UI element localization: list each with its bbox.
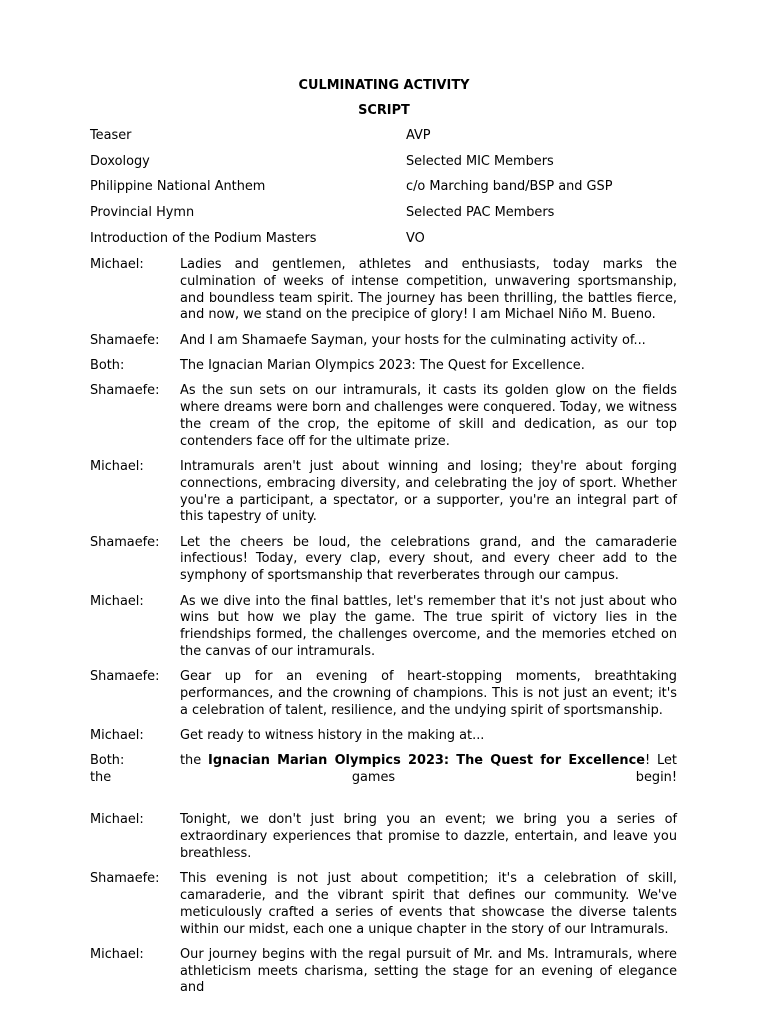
program-item: Teaser xyxy=(90,128,132,143)
speaker-label: Michael: xyxy=(90,946,144,962)
program-assignee: Selected MIC Members xyxy=(406,153,554,169)
speaker-label: Shamaefe: xyxy=(90,534,160,550)
dialogue-turn xyxy=(90,257,677,324)
speaker-label: Shamaefe: xyxy=(90,669,160,685)
dialogue-text-post: ! Let the games begin! xyxy=(90,753,677,786)
program-assignee: VO xyxy=(406,230,425,246)
speaker-label: Both: xyxy=(90,753,125,769)
program-assignee: Selected PAC Members xyxy=(406,205,555,221)
speaker-label: Michael: xyxy=(90,458,144,474)
dialogue-turn xyxy=(90,594,677,661)
dialogue-line: As we dive into the final battles, let's remember that it's not just about who wins but how we play the game. The true spirit of victory lies in the friendships formed, the challenges overcome, and the memories etched on the canvas of our intramurals. xyxy=(180,593,677,659)
dialogue-turn xyxy=(90,753,677,803)
dialogue-line: Ladies and gentlemen, athletes and enthusiasts, today marks the culmination of weeks of intense competition, unwavering sportsmanship, and boundless team spirit. The journey has been thrilling, the battles fierce, and now, we stand on the precipice of glory! I am Michael Niño M. Bueno. xyxy=(180,257,677,323)
speaker-label: Shamaefe: xyxy=(90,383,160,399)
dialogue-line: As the sun sets on our intramurals, it casts its golden glow on the fields where dreams were born and challenges were conquered. Today, we witness the cream of the crop, the epitome of skill and dedication, as our top contenders face off for the ultimate prize. xyxy=(180,383,677,449)
dialogue-line: Let the cheers be loud, the celebrations grand, and the camaraderie infectious! Today, every clap, every shout, and every cheer add to the symphony of sportsmanship that reverberates through our campus. xyxy=(180,534,677,584)
program-row xyxy=(90,154,680,180)
program-item: Introduction of the Podium Masters xyxy=(90,230,317,246)
document-subtitle: SCRIPT xyxy=(358,103,410,118)
speaker-label: Shamaefe: xyxy=(90,332,160,348)
program-assignee: AVP xyxy=(406,128,431,143)
dialogue-line: Intramurals aren't just about winning and losing; they're about forging connections, embracing diversity, and celebrating the joy of sport. Whether you're a participant, a spectator, or a supporter, you're an integral part of this tapestry of unity. xyxy=(180,458,677,525)
dialogue-turn xyxy=(90,333,677,350)
document-title: CULMINATING ACTIVITY xyxy=(298,78,470,93)
dialogue-line: Our journey begins with the regal pursuit of Mr. and Ms. Intramurals, where athleticism meets charisma, setting the stage for an evening of elegance and xyxy=(180,946,677,996)
program-row xyxy=(90,205,680,231)
dialogue-turn xyxy=(90,358,677,375)
program-item: Philippine National Anthem xyxy=(90,179,266,195)
dialogue-text-pre: the xyxy=(180,753,209,769)
dialogue-turn xyxy=(90,669,677,719)
speaker-label: Both: xyxy=(90,357,125,373)
dialogue-turn xyxy=(90,947,677,997)
program-row xyxy=(90,128,680,154)
dialogue-script xyxy=(90,257,677,1006)
speaker-label: Michael: xyxy=(90,593,144,609)
dialogue-turn xyxy=(90,459,677,526)
dialogue-line: Gear up for an evening of heart-stopping moments, breathtaking performances, and the crowning of champions. This is not just an event; it's a celebration of talent, resilience, and the undying spirit of sportsmanship. xyxy=(180,669,677,718)
program-item: Provincial Hymn xyxy=(90,205,195,221)
dialogue-line: This evening is not just about competition; it's a celebration of skill, camaraderie, and the vibrant spirit that defines our community. We've meticulously crafted a series of events that showcase the diverse talents within our midst, each one a unique chapter in the story of our Intramurals. xyxy=(180,871,677,937)
dialogue-line: The Ignacian Marian Olympics 2023: The Quest for Excellence. xyxy=(180,357,585,373)
program-list xyxy=(90,128,680,256)
program-row xyxy=(90,231,680,257)
dialogue-line: Get ready to witness history in the making at... xyxy=(180,728,485,744)
program-item: Doxology xyxy=(90,153,150,169)
dialogue-turn xyxy=(90,871,677,938)
event-name-bold: Ignacian Marian Olympics 2023: The Quest for Excellence xyxy=(208,753,645,769)
speaker-label: Shamaefe: xyxy=(90,871,160,887)
speaker-label: Michael: xyxy=(90,257,144,272)
speaker-label: Michael: xyxy=(90,812,144,828)
dialogue-line: And I am Shamaefe Sayman, your hosts for the culminating activity of... xyxy=(180,332,646,348)
program-assignee: c/o Marching band/BSP and GSP xyxy=(406,179,613,195)
program-row xyxy=(90,179,680,205)
dialogue-line xyxy=(90,753,677,803)
dialogue-turn xyxy=(90,383,677,450)
dialogue-turn xyxy=(90,535,677,585)
dialogue-turn xyxy=(90,728,677,745)
dialogue-line: Tonight, we don't just bring you an event; we bring you a series of extraordinary experiences that promise to dazzle, entertain, and leave you breathless. xyxy=(180,812,677,861)
dialogue-turn xyxy=(90,812,677,862)
speaker-label: Michael: xyxy=(90,728,144,744)
